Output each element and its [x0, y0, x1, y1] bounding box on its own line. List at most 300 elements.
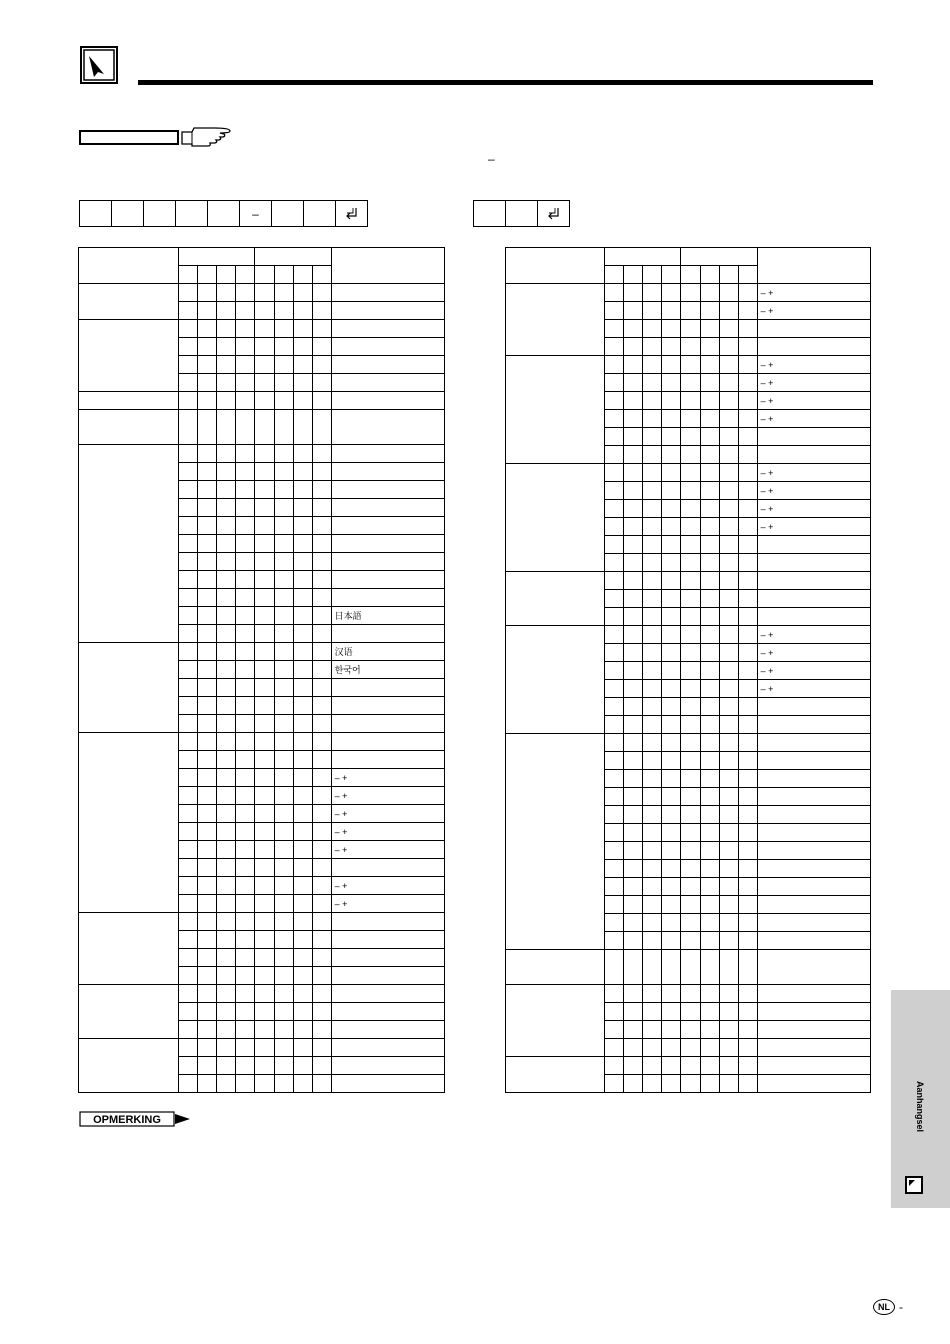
- char-cell: [274, 517, 293, 535]
- char-cell: [662, 806, 681, 824]
- char-cell: [662, 662, 681, 680]
- char-cell: [662, 590, 681, 608]
- char-cell: [312, 949, 331, 967]
- char-cell: [293, 392, 312, 410]
- char-cell: [255, 338, 274, 356]
- char-cell: [624, 770, 643, 788]
- char-cell: [293, 356, 312, 374]
- char-cell: [700, 644, 719, 662]
- char-cell: [236, 679, 255, 697]
- char-cell: [719, 536, 738, 554]
- char-cell: [662, 428, 681, 446]
- char-cell: [312, 913, 331, 931]
- col-header-parameter: [681, 248, 757, 266]
- char-cell: [198, 679, 217, 697]
- char-cell: [198, 535, 217, 553]
- char-cell: [179, 715, 198, 733]
- char-cell: [274, 697, 293, 715]
- char-cell: [662, 1075, 681, 1093]
- contents-cell: [757, 338, 870, 356]
- char-cell: [605, 1021, 624, 1039]
- char-cell: [681, 554, 700, 572]
- char-cell: [643, 320, 662, 338]
- char-cell: [179, 338, 198, 356]
- char-cell: [255, 715, 274, 733]
- char-cell: [179, 1003, 198, 1021]
- char-cell: [624, 1057, 643, 1075]
- char-cell: [179, 895, 198, 913]
- contents-cell: – +: [757, 500, 870, 518]
- char-header-cell: [293, 266, 312, 284]
- char-cell: [198, 751, 217, 769]
- char-cell: [236, 859, 255, 877]
- char-cell: [643, 752, 662, 770]
- char-cell: [293, 787, 312, 805]
- char-cell: [738, 428, 757, 446]
- char-cell: [624, 482, 643, 500]
- char-cell: [700, 752, 719, 770]
- char-cell: [312, 356, 331, 374]
- char-cell: [624, 788, 643, 806]
- char-cell: [255, 517, 274, 535]
- char-cell: [643, 770, 662, 788]
- char-cell: [643, 302, 662, 320]
- char-cell: [236, 931, 255, 949]
- char-cell: [179, 302, 198, 320]
- contents-cell: [757, 446, 870, 464]
- char-cell: [624, 662, 643, 680]
- char-cell: [179, 410, 198, 445]
- char-cell: [719, 878, 738, 896]
- command-cell: [303, 200, 336, 227]
- function-cell: [506, 985, 605, 1057]
- char-cell: [217, 392, 236, 410]
- table-row: [506, 734, 871, 752]
- char-cell: [274, 877, 293, 895]
- char-cell: [255, 374, 274, 392]
- char-cell: [700, 842, 719, 860]
- char-cell: [255, 607, 274, 625]
- char-cell: [293, 589, 312, 607]
- char-cell: [681, 914, 700, 932]
- char-cell: [198, 949, 217, 967]
- char-cell: [681, 950, 700, 985]
- char-header-cell: [738, 266, 757, 284]
- char-cell: [293, 859, 312, 877]
- contents-cell: [331, 1003, 444, 1021]
- char-cell: [179, 913, 198, 931]
- char-cell: [312, 1039, 331, 1057]
- char-cell: [681, 518, 700, 536]
- contents-cell: – +: [757, 662, 870, 680]
- char-cell: [700, 554, 719, 572]
- char-cell: [624, 392, 643, 410]
- function-cell: [506, 734, 605, 950]
- char-header-cell: [662, 266, 681, 284]
- contents-cell: [331, 535, 444, 553]
- char-cell: [738, 950, 757, 985]
- char-cell: [681, 446, 700, 464]
- contents-cell: [757, 985, 870, 1003]
- char-cell: [274, 733, 293, 751]
- char-cell: [274, 1039, 293, 1057]
- contents-cell: [757, 752, 870, 770]
- char-cell: [681, 1075, 700, 1093]
- char-cell: [700, 1075, 719, 1093]
- contents-cell: – +: [757, 518, 870, 536]
- char-cell: [643, 446, 662, 464]
- command-boxes-right: [473, 200, 570, 227]
- char-cell: [662, 950, 681, 985]
- char-cell: [217, 769, 236, 787]
- char-cell: [624, 320, 643, 338]
- char-cell: [236, 1021, 255, 1039]
- char-cell: [738, 572, 757, 590]
- contents-cell: [331, 374, 444, 392]
- char-cell: [662, 374, 681, 392]
- char-cell: [700, 338, 719, 356]
- table-row: [79, 1039, 445, 1057]
- char-cell: [624, 896, 643, 914]
- char-cell: [700, 302, 719, 320]
- char-cell: [179, 769, 198, 787]
- char-cell: [293, 697, 312, 715]
- col-header-command: [605, 248, 681, 266]
- char-cell: [681, 770, 700, 788]
- char-cell: [700, 680, 719, 698]
- char-cell: [274, 553, 293, 571]
- char-cell: [643, 662, 662, 680]
- char-cell: [312, 841, 331, 859]
- char-cell: [719, 392, 738, 410]
- char-cell: [700, 878, 719, 896]
- char-cell: [236, 589, 255, 607]
- char-cell: [662, 842, 681, 860]
- char-cell: [624, 914, 643, 932]
- note-label: [79, 1111, 191, 1127]
- char-cell: [700, 518, 719, 536]
- char-cell: [700, 608, 719, 626]
- char-cell: [217, 374, 236, 392]
- char-cell: [681, 536, 700, 554]
- char-cell: [312, 769, 331, 787]
- char-cell: [236, 1003, 255, 1021]
- char-cell: [255, 589, 274, 607]
- char-cell: [274, 679, 293, 697]
- char-cell: [179, 589, 198, 607]
- char-cell: [255, 733, 274, 751]
- char-cell: [274, 445, 293, 463]
- char-cell: [293, 517, 312, 535]
- char-cell: [700, 320, 719, 338]
- char-cell: [255, 769, 274, 787]
- char-cell: [217, 445, 236, 463]
- char-cell: [681, 716, 700, 734]
- contents-cell: [757, 824, 870, 842]
- char-cell: [274, 715, 293, 733]
- contents-cell: [757, 536, 870, 554]
- char-cell: [643, 716, 662, 734]
- char-cell: [700, 788, 719, 806]
- char-cell: [274, 1075, 293, 1093]
- char-cell: [198, 463, 217, 481]
- char-cell: [255, 1075, 274, 1093]
- contents-cell: – +: [757, 302, 870, 320]
- char-cell: [179, 697, 198, 715]
- table-row: [79, 284, 445, 302]
- char-cell: [605, 806, 624, 824]
- function-cell: [79, 913, 179, 985]
- char-cell: [198, 607, 217, 625]
- pointing-hand-icon: [180, 124, 232, 150]
- char-cell: [643, 950, 662, 985]
- char-cell: [217, 859, 236, 877]
- char-cell: [681, 698, 700, 716]
- char-cell: [255, 320, 274, 338]
- char-cell: [236, 571, 255, 589]
- char-cell: [700, 284, 719, 302]
- char-cell: [274, 410, 293, 445]
- char-cell: [217, 338, 236, 356]
- char-cell: [605, 500, 624, 518]
- function-cell: [506, 950, 605, 985]
- char-cell: [236, 374, 255, 392]
- example-box: [79, 130, 179, 145]
- char-cell: [217, 931, 236, 949]
- contents-cell: [331, 356, 444, 374]
- char-cell: [179, 931, 198, 949]
- char-cell: [312, 445, 331, 463]
- command-cell: [271, 200, 304, 227]
- char-cell: [643, 392, 662, 410]
- char-cell: [198, 895, 217, 913]
- char-cell: [217, 571, 236, 589]
- char-cell: [312, 499, 331, 517]
- char-cell: [255, 571, 274, 589]
- char-cell: [738, 788, 757, 806]
- char-cell: [738, 1039, 757, 1057]
- char-cell: [217, 787, 236, 805]
- char-cell: [700, 950, 719, 985]
- char-cell: [624, 428, 643, 446]
- char-cell: [198, 697, 217, 715]
- section-icon: [80, 46, 118, 84]
- char-cell: [255, 1003, 274, 1021]
- char-cell: [681, 482, 700, 500]
- table-row: [79, 913, 445, 931]
- char-cell: [198, 1039, 217, 1057]
- char-cell: [605, 788, 624, 806]
- char-cell: [719, 716, 738, 734]
- char-cell: [662, 356, 681, 374]
- char-cell: [719, 626, 738, 644]
- char-cell: [312, 481, 331, 499]
- char-cell: [662, 932, 681, 950]
- char-cell: [179, 877, 198, 895]
- char-cell: [217, 499, 236, 517]
- char-cell: [217, 733, 236, 751]
- char-cell: [217, 607, 236, 625]
- char-cell: [662, 698, 681, 716]
- char-cell: [179, 985, 198, 1003]
- char-cell: [681, 374, 700, 392]
- char-cell: [738, 536, 757, 554]
- char-cell: [198, 643, 217, 661]
- char-cell: [624, 1039, 643, 1057]
- contents-cell: [331, 715, 444, 733]
- char-cell: [236, 733, 255, 751]
- char-cell: [605, 680, 624, 698]
- char-cell: [700, 806, 719, 824]
- char-cell: [179, 1039, 198, 1057]
- char-cell: [662, 860, 681, 878]
- char-cell: [700, 446, 719, 464]
- char-cell: [662, 716, 681, 734]
- char-cell: [605, 716, 624, 734]
- function-cell: [506, 356, 605, 464]
- char-cell: [274, 1021, 293, 1039]
- char-cell: [662, 284, 681, 302]
- char-cell: [719, 698, 738, 716]
- col-header-contents: [331, 248, 444, 284]
- char-cell: [605, 536, 624, 554]
- contents-cell: – +: [757, 626, 870, 644]
- char-cell: [624, 1003, 643, 1021]
- char-cell: [293, 284, 312, 302]
- char-cell: [719, 1075, 738, 1093]
- table-row: [79, 392, 445, 410]
- char-cell: [179, 967, 198, 985]
- contents-cell: – +: [757, 410, 870, 428]
- char-cell: [179, 1075, 198, 1093]
- char-cell: [643, 572, 662, 590]
- char-cell: [312, 1075, 331, 1093]
- char-cell: [293, 445, 312, 463]
- char-cell: [605, 626, 624, 644]
- contents-cell: [331, 571, 444, 589]
- char-cell: [605, 842, 624, 860]
- char-cell: [274, 841, 293, 859]
- char-cell: [719, 482, 738, 500]
- contents-cell: [331, 410, 444, 445]
- char-cell: [198, 338, 217, 356]
- char-cell: [217, 715, 236, 733]
- char-cell: [312, 679, 331, 697]
- char-cell: [198, 589, 217, 607]
- char-cell: [274, 643, 293, 661]
- char-cell: [700, 464, 719, 482]
- char-cell: [312, 1057, 331, 1075]
- char-cell: [236, 338, 255, 356]
- char-cell: [198, 931, 217, 949]
- contents-cell: – +: [331, 877, 444, 895]
- char-cell: [624, 1075, 643, 1093]
- char-cell: [624, 752, 643, 770]
- char-cell: [738, 914, 757, 932]
- char-cell: [624, 302, 643, 320]
- char-cell: [293, 1057, 312, 1075]
- char-cell: [255, 679, 274, 697]
- char-cell: [274, 967, 293, 985]
- char-cell: [624, 698, 643, 716]
- char-cell: [312, 787, 331, 805]
- char-cell: [719, 356, 738, 374]
- char-cell: [274, 769, 293, 787]
- char-cell: [738, 320, 757, 338]
- char-cell: [605, 914, 624, 932]
- char-cell: [274, 895, 293, 913]
- function-cell: [79, 643, 179, 733]
- char-cell: [700, 734, 719, 752]
- char-cell: [179, 859, 198, 877]
- function-cell: [79, 445, 179, 643]
- char-cell: [738, 1021, 757, 1039]
- char-cell: [681, 392, 700, 410]
- char-cell: [624, 626, 643, 644]
- function-cell: [79, 1039, 179, 1093]
- page-footer: [873, 1299, 903, 1315]
- char-cell: [643, 896, 662, 914]
- char-cell: [681, 734, 700, 752]
- char-cell: [255, 1039, 274, 1057]
- table-row: [506, 626, 871, 644]
- char-cell: [198, 481, 217, 499]
- char-cell: [255, 553, 274, 571]
- char-cell: [198, 625, 217, 643]
- col-header-parameter: [255, 248, 331, 266]
- char-cell: [236, 661, 255, 679]
- char-cell: [274, 374, 293, 392]
- contents-cell: [757, 950, 870, 985]
- function-cell: [79, 733, 179, 913]
- char-cell: [700, 410, 719, 428]
- char-cell: [274, 751, 293, 769]
- contents-cell: [757, 1039, 870, 1057]
- char-cell: [236, 715, 255, 733]
- char-header-cell: [643, 266, 662, 284]
- contents-cell: – +: [757, 392, 870, 410]
- char-cell: [198, 392, 217, 410]
- char-cell: [624, 446, 643, 464]
- char-cell: [662, 554, 681, 572]
- char-cell: [179, 841, 198, 859]
- char-cell: [681, 302, 700, 320]
- char-cell: [293, 733, 312, 751]
- char-cell: [719, 284, 738, 302]
- contents-cell: – +: [757, 356, 870, 374]
- char-cell: [217, 553, 236, 571]
- char-cell: [293, 1003, 312, 1021]
- command-cell: [175, 200, 208, 227]
- char-cell: [293, 805, 312, 823]
- char-cell: [255, 392, 274, 410]
- char-cell: [681, 896, 700, 914]
- char-cell: [198, 715, 217, 733]
- inline-dash: –: [488, 152, 495, 166]
- char-cell: [681, 932, 700, 950]
- char-cell: [255, 913, 274, 931]
- contents-cell: [757, 320, 870, 338]
- char-cell: [662, 302, 681, 320]
- char-cell: [217, 823, 236, 841]
- char-cell: [643, 536, 662, 554]
- char-cell: [293, 481, 312, 499]
- char-cell: [643, 1039, 662, 1057]
- contents-cell: – +: [757, 482, 870, 500]
- char-cell: [312, 661, 331, 679]
- char-cell: [738, 842, 757, 860]
- char-cell: [312, 320, 331, 338]
